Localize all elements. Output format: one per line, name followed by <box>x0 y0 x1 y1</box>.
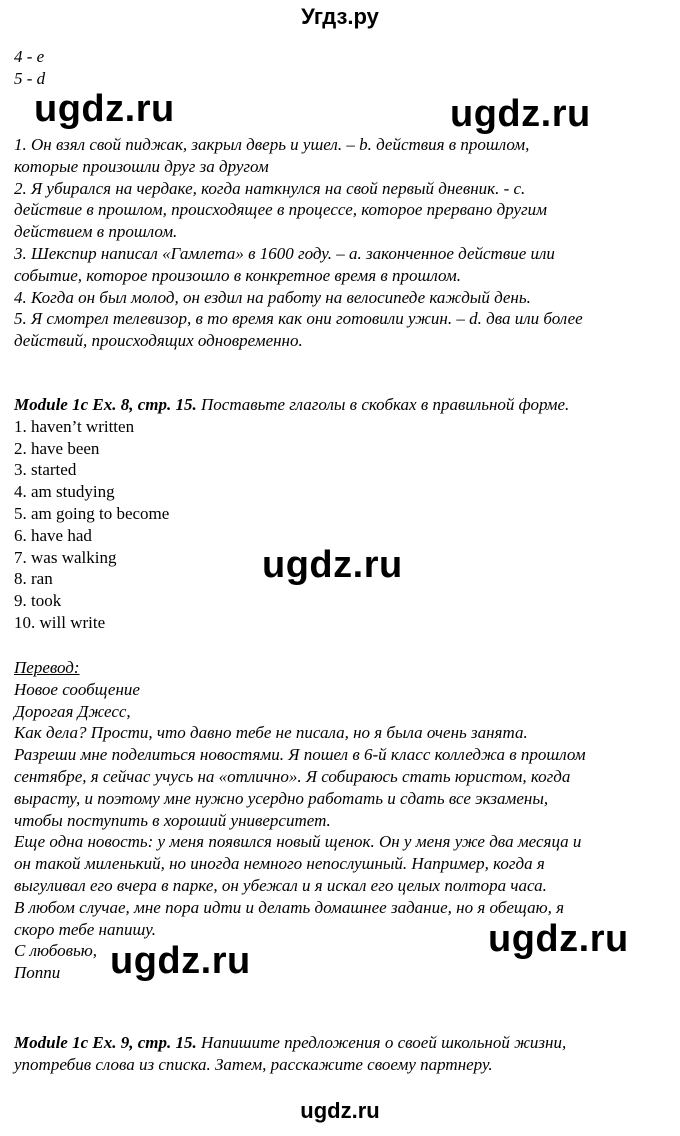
answer-item: 2. have been <box>14 438 100 458</box>
sentence-line: которые произошли друг за другом <box>14 156 269 176</box>
exercise-9 <box>14 1032 674 1076</box>
translation-line: выгуливал его вчера в парке, он убежал и я искал его целых полтора часа. <box>14 875 547 895</box>
answer-item: 7. was walking <box>14 547 117 567</box>
watermark: ugdz.ru <box>450 93 591 135</box>
translation-line: Дорогая Джесс, <box>14 701 131 721</box>
top-answers <box>14 46 674 90</box>
translation-line: В любом случае, мне пора идти и делать домашнее задание, но я обещаю, я <box>14 897 565 917</box>
sentence-line: действие в прошлом, происходящее в процессе, которое прервано другим <box>14 200 548 220</box>
answer-line: 5 - d <box>14 68 46 88</box>
translation-line: сентябре, я сейчас учусь на «отлично». Я собираюсь стать юристом, когда <box>14 766 571 786</box>
exercise-9-instruction-cont: употребив слова из списка. Затем, расскажите своему партнеру. <box>14 1054 493 1074</box>
watermark: ugdz.ru <box>34 88 175 130</box>
translation-line: Как дела? Прости, что давно тебе не писала, но я была очень занята. <box>14 723 528 743</box>
translation-line: Новое сообщение <box>14 679 140 699</box>
sentence-line: 5. Я смотрел телевизор, в то время как они готовили ужин. – d. два или более <box>14 309 583 329</box>
answer-item: 6. have had <box>14 525 92 545</box>
exercise-9-title: Module 1c Ex. 9, стр. 15. <box>14 1033 197 1052</box>
exercise-8 <box>14 394 674 634</box>
answer-item: 4. am studying <box>14 482 115 502</box>
answer-item: 5. am going to become <box>14 503 170 523</box>
answer-item: 8. ran <box>14 569 53 589</box>
translation-line: Поппи <box>14 963 61 983</box>
sentence-line: 2. Я убирался на чердаке, когда наткнулся на свой первый дневник. - с. <box>14 178 526 198</box>
answer-item: 3. started <box>14 460 77 480</box>
site-title: Угдз.ру <box>301 4 379 29</box>
watermark: ugdz.ru <box>262 544 403 586</box>
sentence-line: 4. Когда он был молод, он ездил на работу на велосипеде каждый день. <box>14 287 531 307</box>
exercise-8-title: Module 1c Ex. 8, стр. 15. <box>14 395 197 414</box>
sentence-line: 1. Он взял свой пиджак, закрыл дверь и ушел. – b. действия в прошлом, <box>14 135 530 154</box>
site-footer: ugdz.ru <box>300 1098 380 1123</box>
answer-line: 4 - e <box>14 47 45 66</box>
answer-item: 9. took <box>14 591 62 611</box>
exercise-8-heading <box>14 394 674 416</box>
translation-line: Еще одна новость: у меня появился новый щенок. Он у меня уже два месяца и <box>14 832 582 852</box>
translation-line: скоро тебе напишу. <box>14 919 157 939</box>
translation-line: С любовью, <box>14 941 97 961</box>
translation <box>14 657 674 984</box>
sentence-line: действий, происходящих одновременно. <box>14 331 303 351</box>
sentence-line: 3. Шекспир написал «Гамлета» в 1600 году. – а. законченное действие или <box>14 243 555 263</box>
sentence-line: событие, которое произошло в конкретное время в прошлом. <box>14 265 461 285</box>
answer-item: 10. will write <box>14 612 106 632</box>
sentence-matching <box>14 134 674 352</box>
exercise-8-instruction: Поставьте глаголы в скобках в правильной форме. <box>196 395 570 414</box>
translation-line: чтобы поступить в хороший университет. <box>14 810 331 830</box>
sentence-line: действием в прошлом. <box>14 222 178 242</box>
translation-line: он такой миленький, но иногда немного непослушный. Например, когда я <box>14 854 545 874</box>
translation-line: вырасту, и поэтому мне нужно усердно работать и сдать все экзамены, <box>14 788 549 808</box>
translation-label: Перевод: <box>14 658 80 677</box>
watermark: ugdz.ru <box>110 940 251 982</box>
translation-line: Разреши мне поделиться новостями. Я пошел в 6-й класс колледжа в прошлом <box>14 745 586 765</box>
watermark: ugdz.ru <box>488 918 629 960</box>
exercise-9-instruction: Напишите предложения о своей школьной жизни, <box>196 1033 567 1052</box>
exercise-9-heading <box>14 1032 674 1054</box>
answer-item: 1. haven’t written <box>14 416 135 436</box>
